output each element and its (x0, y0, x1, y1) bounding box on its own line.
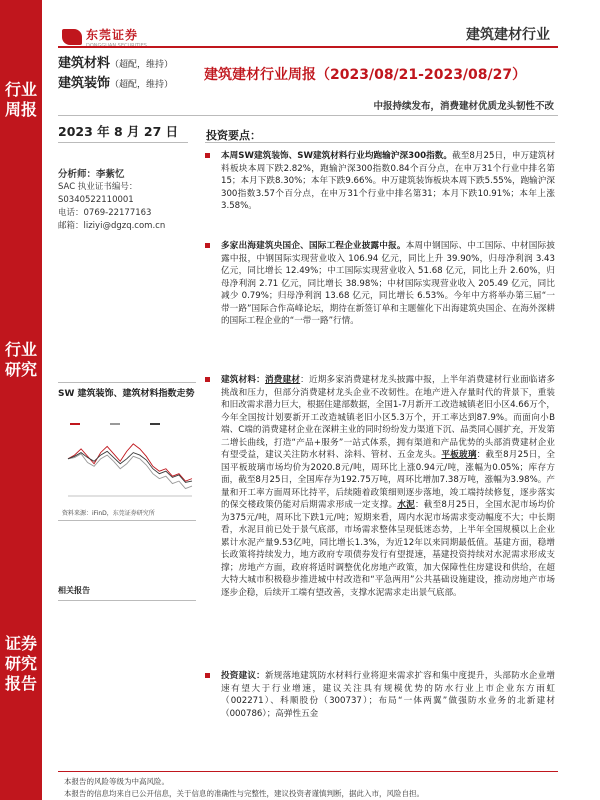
logo-mark-icon (62, 29, 82, 45)
industry-name: 建筑建材行业 (466, 27, 550, 43)
footer-disclaimer: 本报告的信息均来自已公开信息，关于信息的准确性与完整性，建议投资者谨慎判断，据此入市，风险自担。 (64, 789, 424, 798)
date-divider (58, 142, 188, 143)
analyst-cert-number: S0340522110001 (58, 195, 134, 205)
rating-building-materials: 建筑材料（超配，维持） (58, 56, 174, 71)
report-subtitle: 中报持续发布，消费建材优质龙头韧性不改 (373, 101, 554, 112)
footer-risk: 本报告的风险等级为中高风险。 (64, 777, 169, 786)
section-heading: 投资要点： (206, 129, 261, 142)
analyst-name: 分析师：李紫忆 (58, 169, 125, 180)
subtitle-divider (58, 115, 558, 116)
index-trend-chart (60, 420, 196, 506)
legend-swatch-0 (70, 423, 80, 425)
related-reports-heading: 相关报告 (58, 586, 90, 595)
legend-swatch-1 (110, 423, 120, 425)
chart-title: SW 建筑装饰、建筑材料指数走势 (58, 389, 195, 399)
sidebar-label-report: 证券 研究 报告 (4, 634, 37, 693)
heading-divider (205, 142, 555, 143)
header-divider (58, 46, 558, 48)
series-line-0 (68, 444, 192, 481)
analyst-email[interactable]: 邮箱：liziyi@dgzq.com.cn (58, 221, 166, 231)
chart-source: 资料来源：iFinD，东莞证券研究所 (62, 510, 155, 517)
related-divider (58, 600, 196, 601)
report-date: 2023 年 8 月 27 日 (58, 124, 179, 139)
footer-divider (58, 771, 558, 772)
logo-text: 东莞证券 (86, 28, 139, 42)
chart-top-divider (58, 382, 196, 383)
analyst-phone: 电话：0769-22177163 (58, 208, 152, 218)
analyst-cert-label: SAC 执业证书编号： (58, 182, 138, 192)
bullet-building-materials: 建筑材料：消费建材：近期多家消费建材龙头披露中报，上半年消费建材行业面临诸多挑战和压力，但部分消费建材龙头企业不改韧性。在地产进入存量时代的背景下，重装和旧改需求潜力巨大，根据住建部数据，全国1-7月新开工改造城镇老旧小区4.66万个，今年全国按计划要新开工改造城镇老旧小区5.3万个，开工率达到87.9%。而面向小B端、C端的消费建材企业在深耕主业的同时纷纷发力渠道下沉、品类同心圆扩充，开发第二增长曲线，打造“产品+服务”一站式体系，拥有渠道和产品优势的头部消费建材企业有望受益，建议关注防水材料、涂料、管材、五金龙头。平板玻璃：截至8月25日，全国平板玻璃市场均价为2020.8元/吨，周环比上涨0.94元/吨，涨幅为0.05%；库存方面，截至8月25日，全国库存为192.75万吨，周环比增加7.38万吨，涨幅为3.98%。产量和开工率方面周环比持平，后续随着政策细则逐步落地，竣工端持续修复，逐步落实的保交楼政策仍能对后期需求形成一定支撑。水泥：截至8月25日，全国水泥市场均价为375元/吨，周环比下跌1元/吨；短期来看，周内水泥市场需求变动幅度不大；中长期看，水泥目前已处于景气底部，市场需求整体呈现低迷态势，上半年全国规模以上企业累计水泥产量9.53亿吨，同比增长1.3%，为近12年以来同期最低值。基建方面，稳增长政策将持续发力，地方政府专项债券发行有望提速，基建投资持续对水泥需求形成支撑；房地产方面，政府将适时调整优化房地产政策，加大保障性住房建设和供给，在超大特大城市积极稳步推进城中村改造和“平急两用”公共基础设施建设，推动房地产市场逐步企稳，后续开工端有望改善，支撑水泥需求走出景气底部。 (205, 374, 555, 599)
series-line-2 (68, 451, 192, 482)
bullet-investment-advice: 投资建议：新规落地建筑防水材料行业将迎来需求扩容和集中度提升，头部防水企业增速有望大于行业增速，建议关注具有规模优势的防水行业上市企业东方雨虹（002271）、科顺股份（300737）；布局“一体两翼”做强防水业务的北新建材（000786）；高弹性五金 (205, 670, 555, 720)
bullet-index-performance: 本周SW建筑装饰、SW建筑材料行业均跑输沪深300指数。截至8月25日，申万建筑材料板块本周下跌2.82%，跑输沪深300指数0.84个百分点，在申万31个行业中排名第15；本月下跌8.30%；本年下跌9.66%。申万建筑装饰板块本周下跌5.55%，跑输沪深300指数3.57个百分点，在申万31个行业中排名第31；本月下跌10.91%；本年上涨3.58%。 (205, 150, 555, 213)
analyst-info (58, 168, 165, 233)
chart-bottom-divider (58, 520, 196, 521)
series-line-1 (68, 454, 192, 489)
bullet-intl-engineering: 多家出海建筑央国企、国际工程企业披露中报。本周中钢国际、中工国际、中材国际披露中报，中钢国际实现营业收入 106.94 亿元，同比上升 39.90%，归母净利润 3.43 亿元，同比增长 12.49%；中工国际实现营业收入 51.68 亿元，同比上升 2.60%，归母净利润 2.71 亿元，同比增长 38.98%；中材国际实现营业收入 205.49 亿元，同比减少 0.79%；归母净利润 13.68 亿元，同比增长 6.53%。今年中方将举办第三届“一带一路”国际合作高峰论坛，期待在新签订单和主题催化下出海建筑央国企、在海外深耕的国际工程企业的“一带一路”行情。 (205, 240, 555, 328)
report-title: 建筑建材行业周报（2023/08/21-2023/08/27） (204, 67, 527, 83)
rating-building-decoration: 建筑装饰（超配，维持） (58, 76, 174, 91)
legend-swatch-2 (150, 423, 160, 425)
sidebar-label-weekly: 行业 周报 (4, 80, 37, 119)
sidebar-label-research: 行业 研究 (4, 340, 37, 379)
